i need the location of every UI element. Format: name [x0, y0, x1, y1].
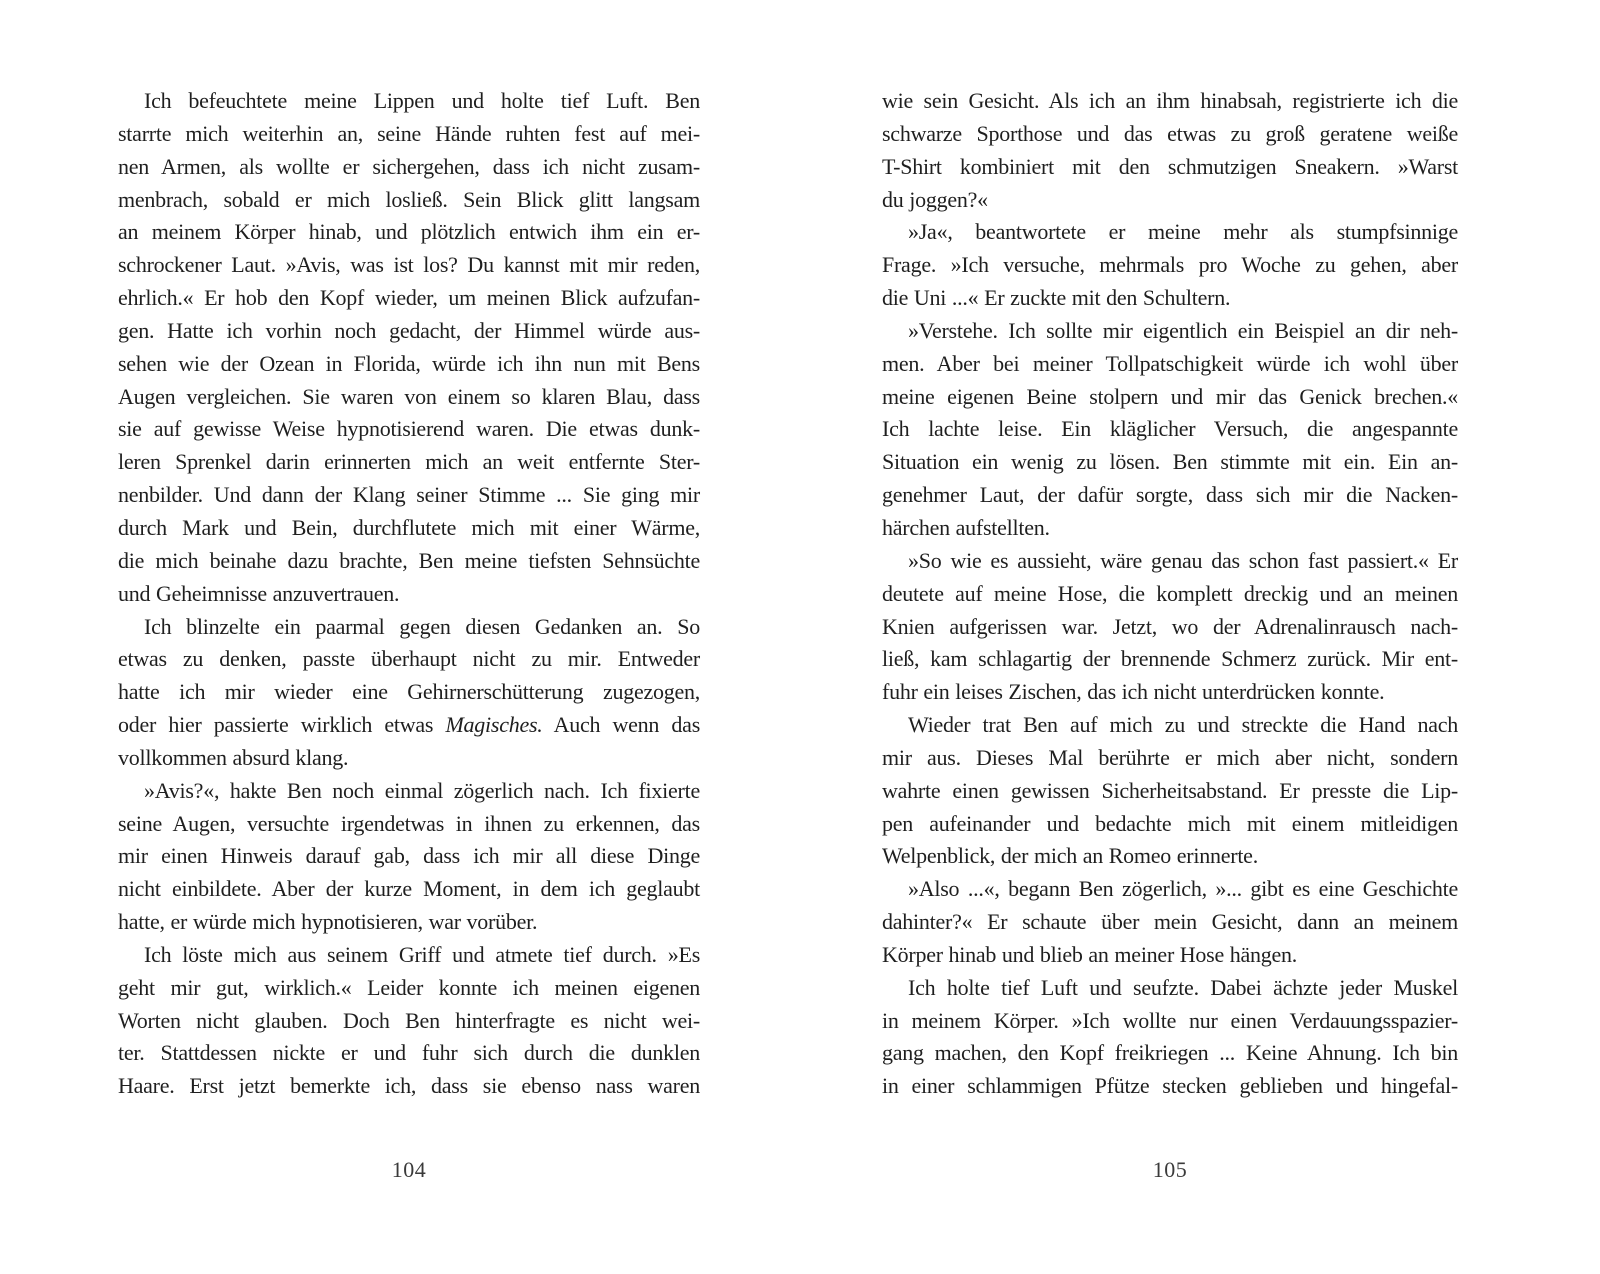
text-line: nen Armen, als wollte er sichergehen, dass ich nicht zusam- — [118, 153, 700, 179]
paragraph — [118, 775, 700, 939]
book-page-left — [118, 85, 701, 1182]
text-line: T-Shirt kombiniert mit den schmutzigen Sneakern. »Warst — [882, 153, 1458, 179]
text-line: genehmer Laut, der dafür sorgte, dass sich mir die Nacken- — [882, 482, 1458, 508]
text-line: gen. Hatte ich vorhin noch gedacht, der Himmel würde aus- — [118, 317, 700, 343]
paragraph — [118, 939, 700, 1103]
text-line: leren Sprenkel darin erinnerten mich an weit entfernte Ster- — [118, 449, 700, 475]
paragraph — [882, 709, 1458, 873]
text-line: hatte, er würde mich hypnotisieren, war vorüber. — [118, 909, 538, 935]
text-line: Knien aufgerissen war. Jetzt, wo der Adrenalinrausch nach- — [882, 613, 1458, 639]
text-line: »Verstehe. Ich sollte mir eigentlich ein Beispiel an dir neh- — [908, 317, 1458, 343]
text-line: nicht einbildete. Aber der kurze Moment, in dem ich geglaubt — [118, 876, 700, 902]
text-line: men. Aber bei meiner Tollpatschigkeit würde ich wohl über — [882, 350, 1458, 376]
text-line: in einer schlammigen Pfütze stecken geblieben und hingefal- — [882, 1073, 1458, 1099]
text-line: gang machen, den Kopf freikriegen ... Keine Ahnung. Ich bin — [882, 1040, 1458, 1066]
text-line: ter. Stattdessen nickte er und fuhr sich durch die dunklen — [118, 1040, 700, 1066]
text-line: geht mir gut, wirklich.« Leider konnte ich meinen eigenen — [118, 974, 700, 1000]
text-line: nenbilder. Und dann der Klang seiner Stimme ... Sie ging mir — [118, 482, 700, 508]
text-line: fuhr ein leises Zischen, das ich nicht unterdrücken konnte. — [882, 679, 1385, 705]
text-line: »Ja«, beantwortete er meine mehr als stumpfsinnige — [908, 219, 1458, 245]
text-line: hatte ich mir wieder eine Gehirnerschütterung zugezogen, — [118, 679, 700, 705]
page-number: 104 — [391, 1157, 427, 1182]
text-line: Situation ein wenig zu lösen. Ben stimmte mit ein. Ein an- — [882, 449, 1458, 475]
text-line: »Avis?«, hakte Ben noch einmal zögerlich nach. Ich fixierte — [144, 777, 700, 803]
text-line: durch Mark und Bein, durchflutete mich mit einer Wärme, — [118, 514, 700, 540]
text-line: »So wie es aussieht, wäre genau das schon fast passiert.« Er — [908, 547, 1458, 573]
text-line: deutete auf meine Hose, die komplett dreckig und an meinen — [882, 580, 1458, 606]
text-line: härchen aufstellten. — [882, 514, 1050, 540]
italic-word: Magisches. — [445, 712, 543, 738]
text-line: die Uni ...« Er zuckte mit den Schultern. — [882, 285, 1231, 311]
text-line: Körper hinab und blieb an meiner Hose hängen. — [882, 941, 1298, 967]
paragraph — [118, 85, 700, 611]
page-text-block — [882, 85, 1458, 1103]
text-line: dahinter?« Er schaute über mein Gesicht, dann an meinem — [882, 909, 1458, 935]
page-text-block — [118, 85, 700, 1103]
text-line: Ich blinzelte ein paarmal gegen diesen Gedanken an. So — [144, 613, 700, 639]
text-line: sie auf gewisse Weise hypnotisierend waren. Die etwas dunk- — [118, 416, 700, 442]
text-line: an meinem Körper hinab, und plötzlich entwich ihm ein er- — [118, 219, 700, 245]
text-line: Augen vergleichen. Sie waren von einem so klaren Blau, dass — [118, 383, 700, 409]
text-line: meine eigenen Beine stolpern und mir das Genick brechen.« — [882, 383, 1458, 409]
text-line: starrte mich weiterhin an, seine Hände ruhten fest auf mei- — [118, 120, 700, 146]
text-line: menbrach, sobald er mich losließ. Sein Blick glitt langsam — [118, 186, 700, 212]
text-line: mir einen Hinweis darauf gab, dass ich mir all diese Dinge — [118, 843, 700, 869]
text-line: Wieder trat Ben auf mich zu und streckte die Hand nach — [908, 712, 1458, 738]
text-line: ehrlich.« Er hob den Kopf wieder, um meinen Blick aufzufan- — [118, 285, 700, 311]
paragraph — [118, 611, 700, 775]
text-line: wahrte einen gewissen Sicherheitsabstand. Er presste die Lip- — [882, 777, 1458, 803]
text-line — [118, 709, 700, 742]
text-segment: Auch wenn das — [542, 712, 701, 738]
text-line: die mich beinahe dazu brachte, Ben meine tiefsten Sehnsüchte — [118, 547, 700, 573]
paragraph — [882, 972, 1458, 1103]
text-line: in meinem Körper. »Ich wollte nur einen Verdauungsspazier- — [882, 1007, 1458, 1033]
paragraph — [882, 873, 1458, 972]
text-line: etwas zu denken, passte überhaupt nicht zu mir. Entweder — [118, 646, 700, 672]
text-line: du joggen?« — [882, 186, 988, 212]
book-page-right — [882, 85, 1458, 1182]
paragraph — [882, 315, 1458, 545]
paragraph — [882, 216, 1458, 315]
paragraph — [882, 85, 1458, 216]
text-segment: oder hier passierte wirklich etwas — [118, 712, 446, 738]
text-line: seine Augen, versuchte irgendetwas in ihnen zu erkennen, das — [118, 810, 700, 836]
text-line: Ich holte tief Luft und seufzte. Dabei ächzte jeder Muskel — [908, 974, 1458, 1000]
text-line: Haare. Erst jetzt bemerkte ich, dass sie ebenso nass waren — [118, 1073, 700, 1099]
text-line: Welpenblick, der mich an Romeo erinnerte. — [882, 843, 1258, 869]
text-line: und Geheimnisse anzuvertrauen. — [118, 580, 400, 606]
page-number: 105 — [1152, 1157, 1188, 1182]
text-line: mir aus. Dieses Mal berührte er mich aber nicht, sondern — [882, 744, 1458, 770]
text-line: wie sein Gesicht. Als ich an ihm hinabsah, registrierte ich die — [882, 88, 1458, 113]
text-line: pen aufeinander und bedachte mich mit einem mitleidigen — [882, 810, 1458, 836]
text-line: »Also ...«, begann Ben zögerlich, »... gibt es eine Geschichte — [908, 876, 1458, 902]
text-line: vollkommen absurd klang. — [118, 744, 349, 770]
text-line: schwarze Sporthose und das etwas zu groß geratene weiße — [882, 120, 1458, 146]
text-line: sehen wie der Ozean in Florida, würde ich ihn nun mit Bens — [118, 350, 700, 376]
text-line: Ich lachte leise. Ein kläglicher Versuch, die angespannte — [882, 416, 1458, 442]
paragraph — [882, 545, 1458, 709]
text-line: Ich befeuchtete meine Lippen und holte tief Luft. Ben — [144, 88, 700, 113]
text-line: Frage. »Ich versuche, mehrmals pro Woche zu gehen, aber — [882, 252, 1458, 278]
text-line: Worten nicht glauben. Doch Ben hinterfragte es nicht wei- — [118, 1007, 700, 1033]
text-line: schrockener Laut. »Avis, was ist los? Du kannst mit mir reden, — [118, 252, 700, 278]
text-line: Ich löste mich aus seinem Griff und atmete tief durch. »Es — [144, 941, 700, 967]
text-line: ließ, kam schlagartig der brennende Schmerz zurück. Mir ent- — [882, 646, 1458, 672]
